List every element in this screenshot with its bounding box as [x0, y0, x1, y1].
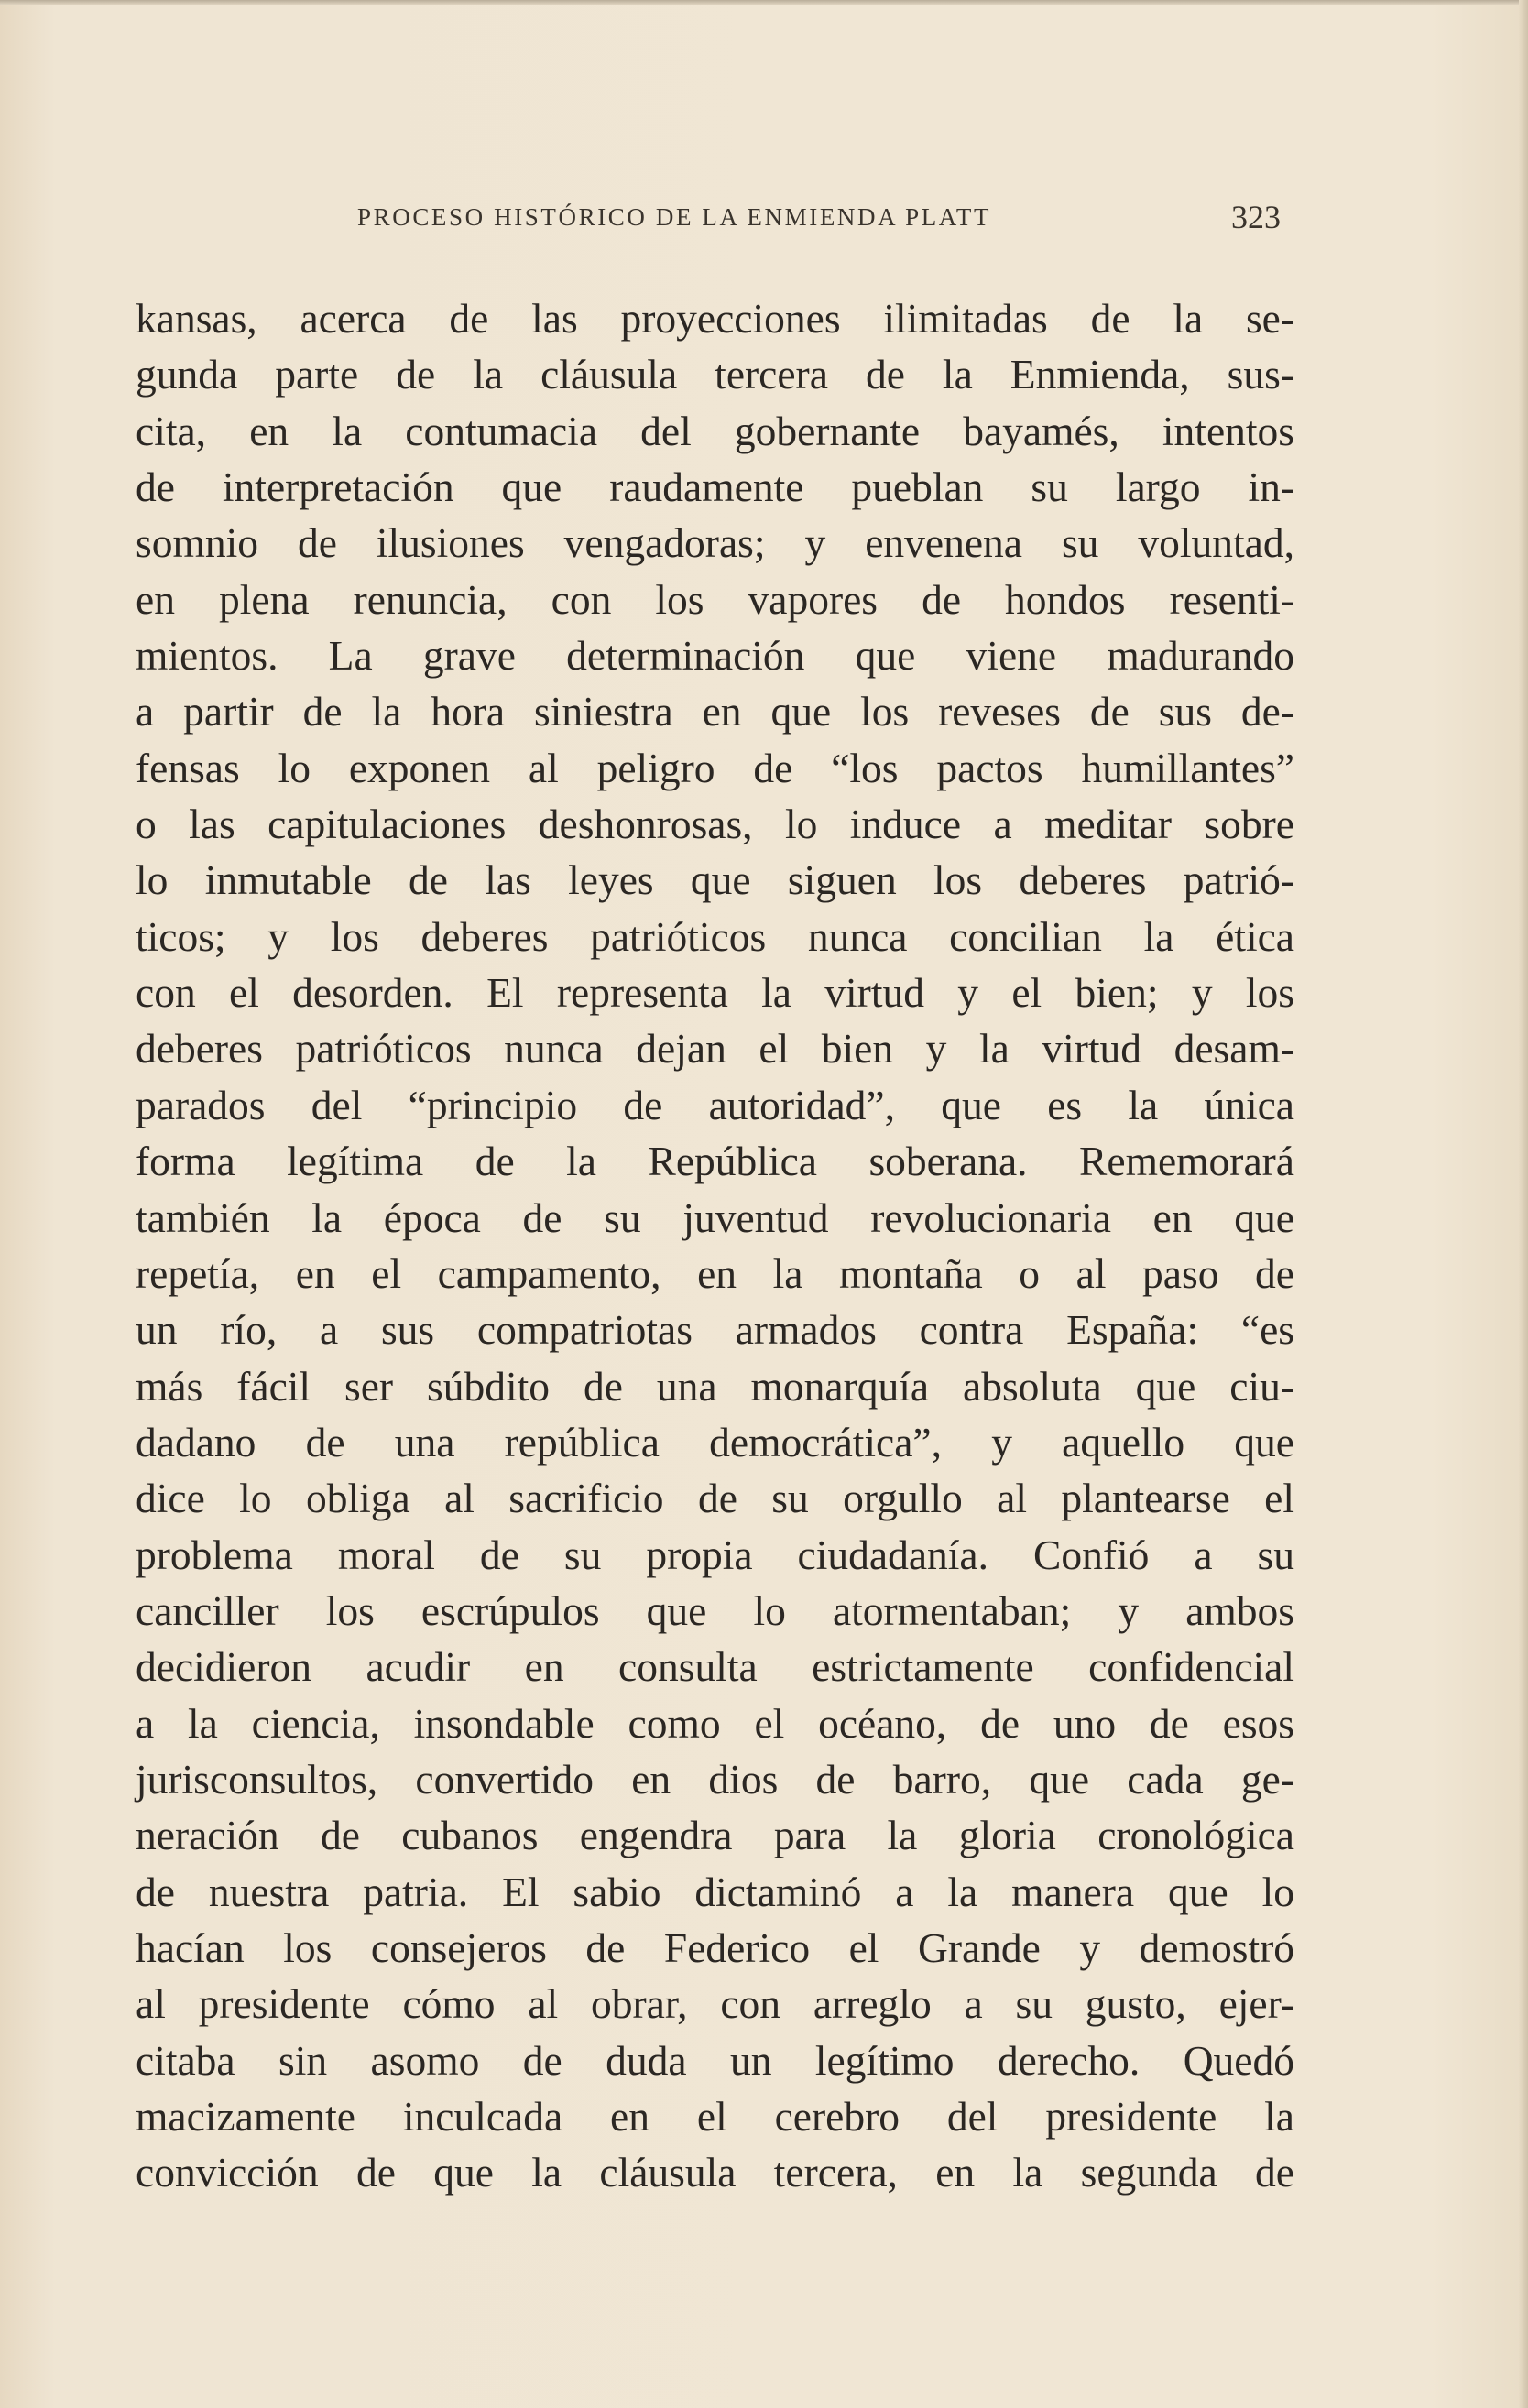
- text-line: repetía, en el campamento, en la montaña o al paso de: [136, 1249, 1294, 1297]
- text-line: parados del “principio de autoridad”, que es la única: [136, 1081, 1294, 1128]
- text-line: kansas, acerca de las proyecciones ilimitadas de la se-: [136, 295, 1294, 342]
- text-line: canciller los escrúpulos que lo atormentaban; y ambos: [136, 1586, 1294, 1634]
- text-line: forma legítima de la República soberana. Rememorará: [136, 1138, 1294, 1185]
- text-line: problema moral de su propia ciudadanía. Confió a su: [136, 1531, 1294, 1578]
- text-line: de nuestra patria. El sabio dictaminó a la manera que lo: [136, 1868, 1294, 1915]
- text-line: dadano de una república democrática”, y aquello que: [136, 1418, 1294, 1466]
- text-line: de interpretación que raudamente pueblan su largo in-: [136, 463, 1294, 511]
- text-line: gunda parte de la cláusula tercera de la Enmienda, sus-: [136, 351, 1294, 398]
- text-line: ticos; y los deberes patrióticos nunca concilian la ética: [136, 912, 1294, 960]
- text-line: con el desorden. El representa la virtud y el bien; y los: [136, 969, 1294, 1017]
- body-text: [136, 290, 1294, 2201]
- running-head: PROCESO HISTÓRICO DE LA ENMIENDA PLATT: [357, 203, 992, 231]
- text-line: jurisconsultos, convertido en dios de barro, que cada ge-: [136, 1755, 1294, 1803]
- text-line: a la ciencia, insondable como el océano, de uno de esos: [136, 1699, 1294, 1747]
- text-line: al presidente cómo al obrar, con arreglo a su gusto, ejer-: [136, 1980, 1294, 2028]
- text-line: también la época de su juventud revolucionaria en que: [136, 1193, 1294, 1241]
- text-line: neración de cubanos engendra para la gloria cronológica: [136, 1812, 1294, 1859]
- text-line: somnio de ilusiones vengadoras; y envenena su voluntad,: [136, 519, 1294, 567]
- text-line: fensas lo exponen al peligro de “los pactos humillantes”: [136, 744, 1294, 791]
- text-line: cita, en la contumacia del gobernante bayamés, intentos: [136, 407, 1294, 454]
- text-line: en plena renuncia, con los vapores de hondos resenti-: [136, 575, 1294, 623]
- page-right-edge: [1519, 0, 1528, 2408]
- page-top-edge: [0, 0, 1528, 5]
- page-number: 323: [1231, 199, 1281, 235]
- text-line: más fácil ser súbdito de una monarquía absoluta que ciu-: [136, 1362, 1294, 1410]
- text-line: o las capitulaciones deshonrosas, lo induce a meditar sobre: [136, 801, 1294, 848]
- text-line: hacían los consejeros de Federico el Grande y demostró: [136, 1923, 1294, 1971]
- text-line: mientos. La grave determinación que viene madurando: [136, 632, 1294, 680]
- text-line: dice lo obliga al sacrificio de su orgullo al plantearse el: [136, 1475, 1294, 1522]
- text-line: decidieron acudir en consulta estrictamente confidencial: [136, 1643, 1294, 1691]
- text-line: un río, a sus compatriotas armados contra España: “es: [136, 1306, 1294, 1354]
- text-line: deberes patrióticos nunca dejan el bien y la virtud desam-: [136, 1025, 1294, 1073]
- text-line: a partir de la hora siniestra en que los reveses de sus de-: [136, 688, 1294, 735]
- text-line: convicción de que la cláusula tercera, en la segunda de: [136, 2149, 1294, 2196]
- text-line: lo inmutable de las leyes que siguen los deberes patrió-: [136, 856, 1294, 904]
- text-line: macizamente inculcada en el cerebro del presidente la: [136, 2093, 1294, 2140]
- text-line: citaba sin asomo de duda un legítimo derecho. Quedó: [136, 2036, 1294, 2084]
